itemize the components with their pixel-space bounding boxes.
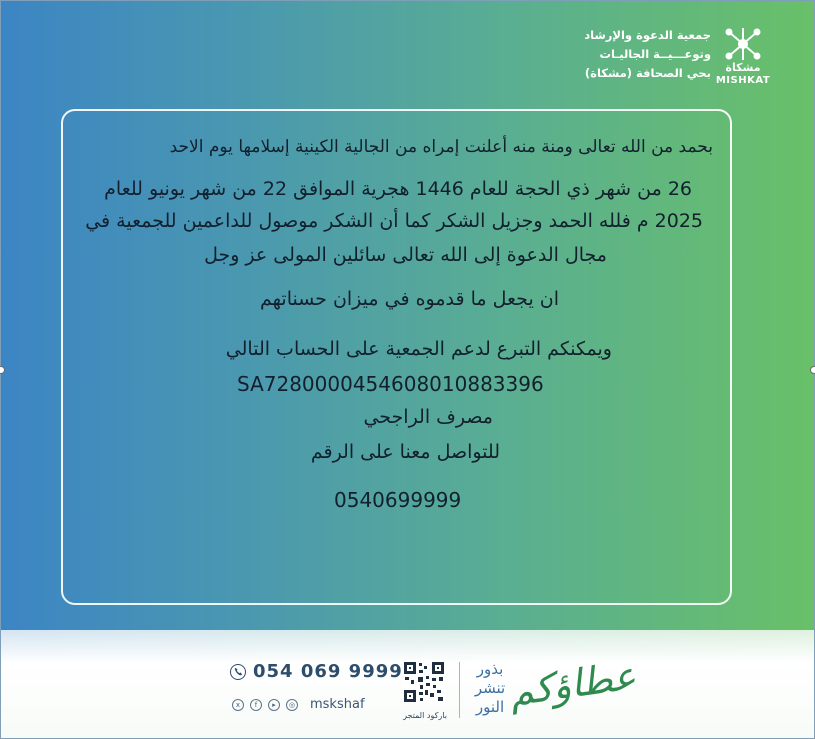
facebook-icon[interactable]: f — [250, 699, 262, 711]
slogan — [469, 653, 639, 726]
x-icon[interactable]: x — [232, 699, 244, 711]
organization-name-line1: جمعية الدعوة والإرشاد — [584, 28, 711, 42]
phone-icon — [230, 664, 246, 680]
donation-instruction: ويمكنكم التبرع لدعم الجمعية على الحساب التالي — [225, 338, 612, 360]
slogan-main: عطاؤكم — [506, 653, 639, 715]
organization-logo — [584, 26, 771, 88]
bank-name: مصرف الراجحي — [363, 406, 493, 428]
instagram-icon[interactable]: ◎ — [286, 699, 298, 711]
iban-number: SA7280000454608010883396 — [237, 372, 544, 396]
youtube-icon[interactable]: ▸ — [268, 699, 280, 711]
message-line-4: مجال الدعوة إلى الله تعالى سائلين المولى عز وجل — [204, 244, 607, 266]
social-links — [232, 697, 365, 712]
message-line-5: ان يجعل ما قدموه في ميزان حسناتهم — [260, 288, 559, 310]
footer-phone-number: 054 069 9999 — [253, 661, 403, 682]
social-handle[interactable]: mskshaf — [310, 697, 365, 712]
slogan-sub: بذور تنشر النور — [474, 660, 506, 716]
mishkat-logo-icon — [715, 26, 771, 88]
message-line-2: 26 من شهر ذي الحجة للعام 1446 هجرية الموافق 22 من شهر يونيو للعام — [104, 178, 692, 200]
contact-label: للتواصل معنا على الرقم — [310, 441, 500, 463]
footer-phone[interactable] — [230, 661, 403, 682]
qr-code-icon[interactable] — [402, 660, 446, 704]
message-line-1: بحمد من الله تعالى ومنة منه أعلنت إمراه من الجالية الكينية إسلامها يوم الاحد — [169, 137, 713, 157]
organization-name-line3: بحي الصحافة (مشكاة) — [584, 66, 711, 80]
organization-name — [584, 26, 711, 83]
logo-english-word: MISHKAT — [715, 75, 771, 86]
footer-divider — [459, 662, 460, 718]
message-line-3: 2025 م فلله الحمد وجزيل الشكر كما أن الشكر موصول للداعمين للجمعية في — [85, 210, 703, 232]
qr-caption: باركود المتجر — [403, 711, 447, 720]
contact-phone: 0540699999 — [334, 488, 462, 512]
organization-name-line2: وتوعـــيــة الجاليـات — [599, 47, 711, 61]
logo-arabic-word: مشكاة — [725, 61, 761, 74]
right-resize-handle[interactable] — [810, 366, 815, 374]
